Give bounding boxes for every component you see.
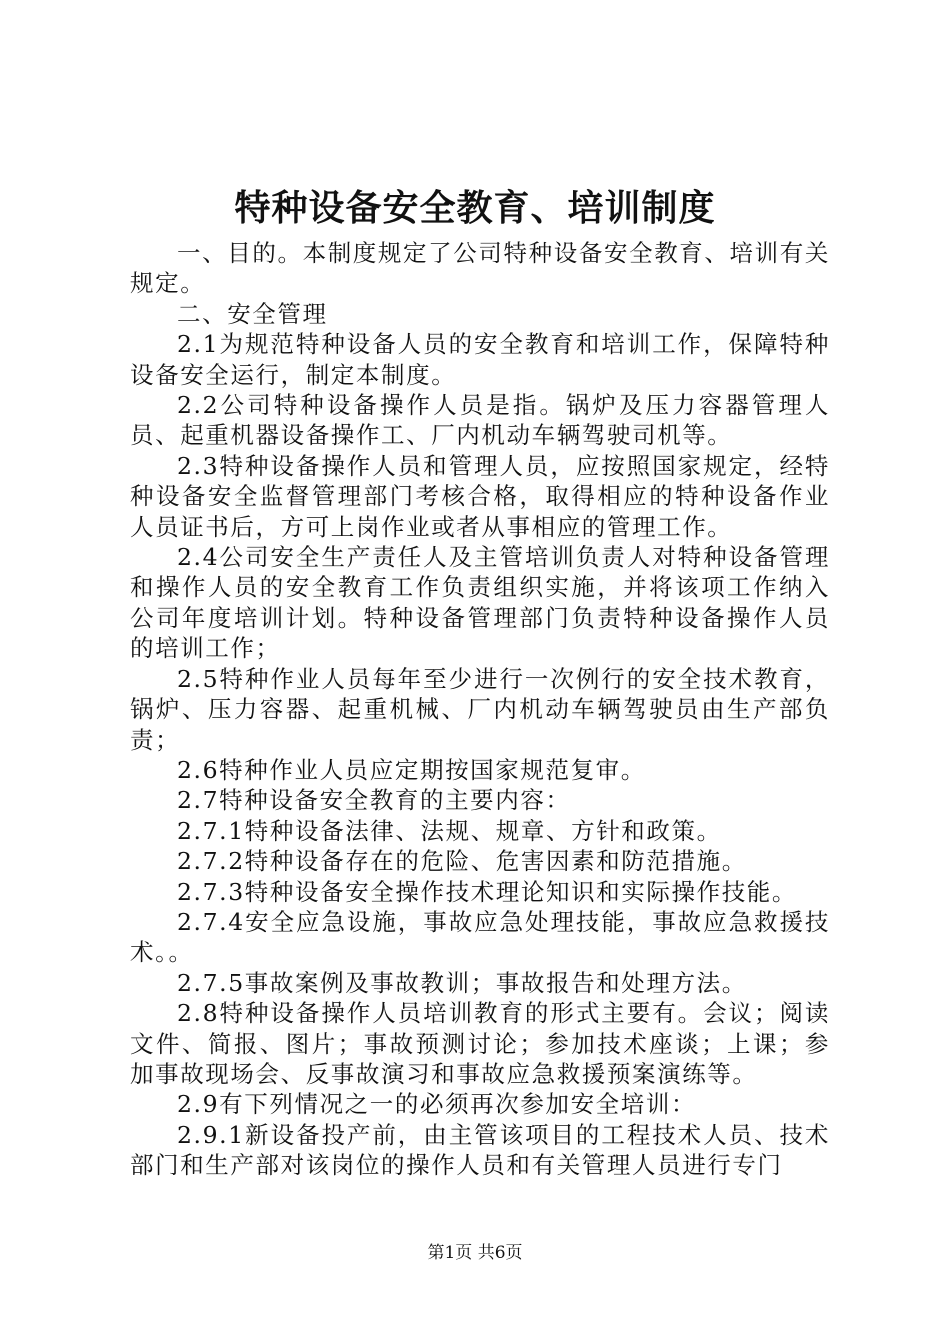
paragraph: 2.7.3特种设备安全操作技术理论知识和实际操作技能。 <box>177 877 797 906</box>
paragraph: 2.7.5事故案例及事故教训；事故报告和处理方法。 <box>177 968 747 997</box>
paragraph: 2.8特种设备操作人员培训教育的形式主要有。会议；阅读文件、简报、图片；事故预测讨论；参加技术座谈；上课；参加事故现场会、反事故演习和事故应急救援预案演练等。 <box>130 999 830 1088</box>
paragraph: 2.6特种作业人员应定期按国家规范复审。 <box>177 755 646 784</box>
page-footer: 第1页 共6页 <box>427 1243 523 1263</box>
paragraph: 2.4公司安全生产责任人及主管培训负责人对特种设备管理和操作人员的安全教育工作负责组织实施，并将该项工作纳入公司年度培训计划。特种设备管理部门负责特种设备操作人员的培训工作； <box>130 543 830 663</box>
paragraph: 2.9.1新设备投产前，由主管该项目的工程技术人员、技术部门和生产部对该岗位的操作人员和有关管理人员进行专门 <box>130 1120 830 1180</box>
paragraph: 2.7特种设备安全教育的主要内容： <box>177 786 571 815</box>
paragraph: 2.7.2特种设备存在的危险、危害因素和防范措施。 <box>177 847 747 876</box>
paragraph: 2.3特种设备操作人员和管理人员，应按照国家规定，经特种设备安全监督管理部门考核合格，取得相应的特种设备作业人员证书后，方可上岗作业或者从事相应的管理工作。 <box>130 451 830 541</box>
paragraph: 2.1为规范特种设备人员的安全教育和培训工作，保障特种设备安全运行，制定本制度。 <box>130 330 830 389</box>
paragraph: 2.7.4安全应急设施，事故应急处理技能，事故应急救援技术。。 <box>130 907 830 967</box>
paragraph: 2.2公司特种设备操作人员是指。锅炉及压力容器管理人员、起重机器设备操作工、厂内机动车辆驾驶司机等。 <box>130 391 830 450</box>
paragraph: 2.5特种作业人员每年至少进行一次例行的安全技术教育，锅炉、压力容器、起重机械、厂内机动车辆驾驶员由生产部负责； <box>130 664 830 754</box>
paragraph: 一、目的。本制度规定了公司特种设备安全教育、培训有关规定。 <box>130 239 830 298</box>
document-title: 特种设备安全教育、培训制度 <box>234 187 716 229</box>
paragraph: 2.9有下列情况之一的必须再次参加安全培训： <box>177 1090 697 1119</box>
document-body <box>130 238 830 1181</box>
paragraph: 二、安全管理 <box>177 299 328 328</box>
paragraph: 2.7.1特种设备法律、法规、规章、方针和政策。 <box>177 816 722 845</box>
